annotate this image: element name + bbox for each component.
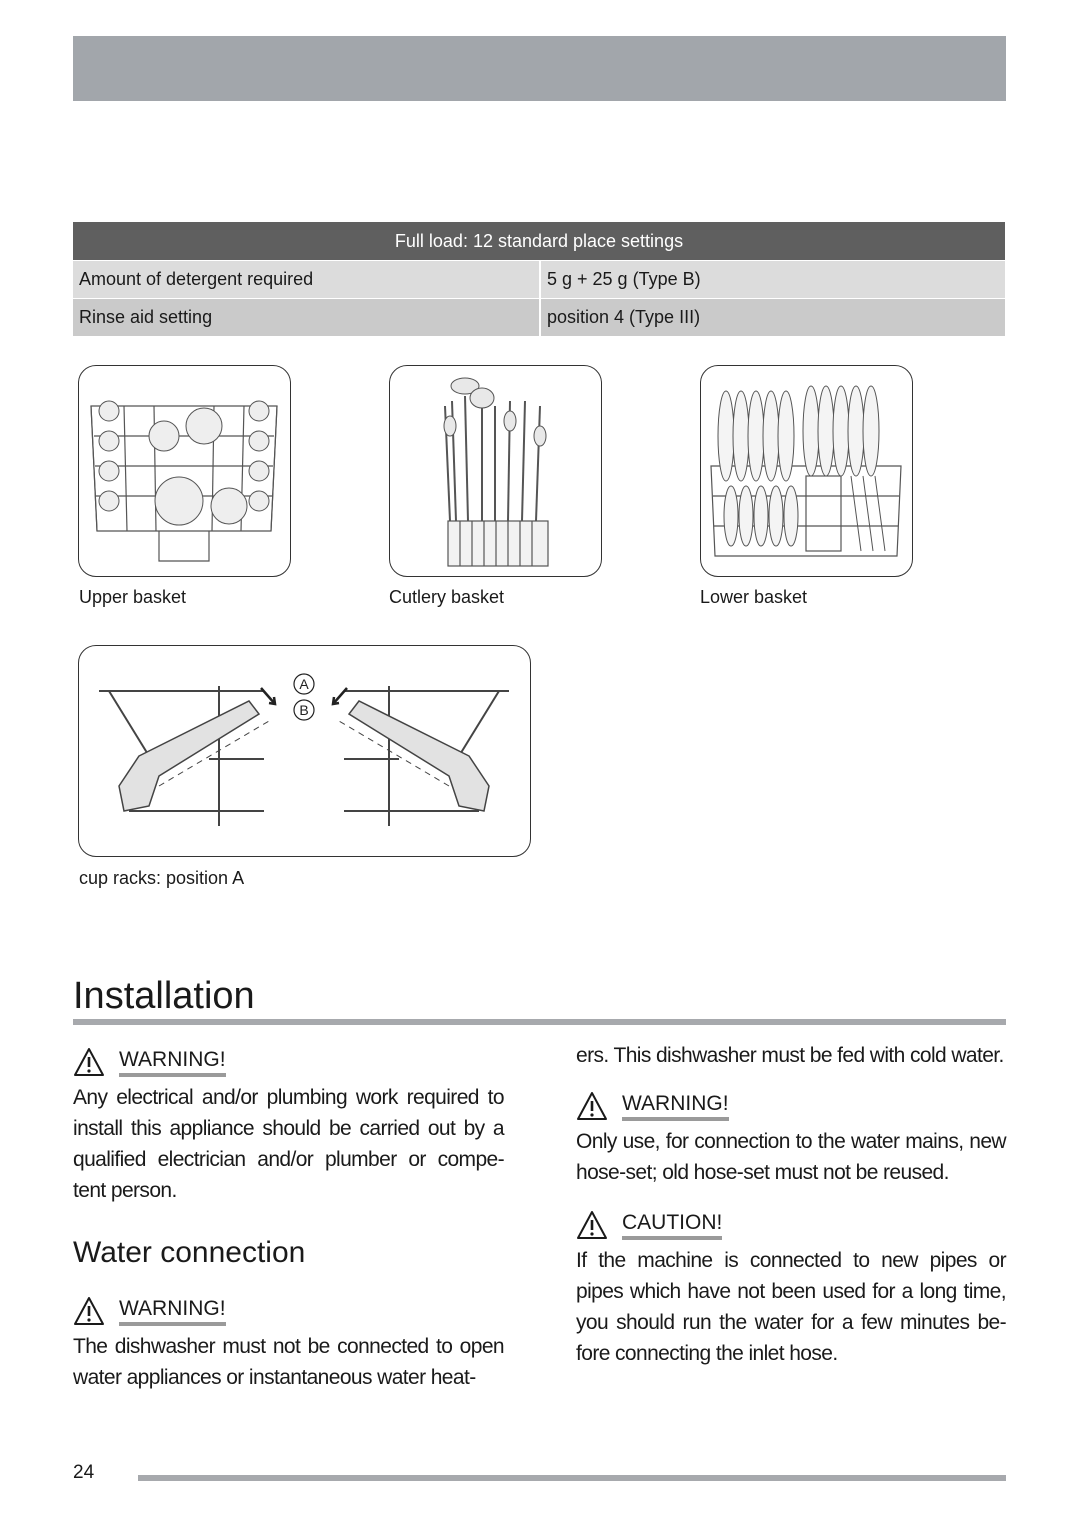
top-header-band [73, 36, 1006, 101]
load-table [73, 222, 1005, 336]
warning-heading [576, 1089, 1006, 1123]
warning-label: WARNING! [119, 1297, 226, 1326]
lower-basket-illustration [700, 365, 913, 577]
warning-triangle-icon [73, 1047, 105, 1077]
water-connection-section [73, 1294, 504, 1393]
installation-heading: Installation [73, 975, 255, 1017]
cup-racks-caption: cup racks: position A [79, 868, 245, 888]
left-column [73, 1045, 504, 1206]
caution-text: If the machine is connected to new pipes or pipes which have not been used for a long time, you should run the water for a few minutes be-fore connecting the inlet hose. [576, 1249, 1006, 1365]
water-connection-heading: Water connection [73, 1236, 306, 1269]
cup-racks-illustration [78, 645, 531, 857]
installation-rule [73, 1019, 1006, 1025]
continued-text: ers. This dishwasher must be fed with cold water. [576, 1044, 1004, 1067]
warning-label: WARNING! [119, 1048, 226, 1077]
page-number: 24 [73, 1462, 95, 1483]
caution-triangle-icon [576, 1210, 608, 1240]
upper-basket-drawing [79, 366, 289, 575]
load-table-header: Full load: 12 standard place settings [73, 222, 1005, 260]
cutlery-basket-caption: Cutlery basket [389, 587, 505, 607]
upper-basket-illustration [78, 365, 291, 577]
table-cell-label: Amount of detergent required [73, 261, 539, 298]
table-row [73, 299, 1005, 336]
table-cell-value: position 4 (Type III) [541, 299, 1005, 336]
warning-heading [73, 1045, 504, 1079]
marker-a-label: A [299, 676, 309, 692]
warning-text: Any electrical and/or plumbing work required to install this appliance should be carried out by a qualified electrician and/or plumber or compe-tent person. [73, 1086, 504, 1202]
marker-b-label: B [299, 702, 309, 718]
warning-text: The dishwasher must not be connected to open water appliances or instantaneous water heat- [73, 1335, 504, 1389]
caution-heading [576, 1208, 1006, 1242]
footer-rule [138, 1475, 1006, 1481]
warning-heading [73, 1294, 504, 1328]
warning-text: Only use, for connection to the water mains, new hose-set; old hose-set must not be reused. [576, 1130, 1006, 1184]
warning-label: WARNING! [622, 1092, 729, 1121]
warning-triangle-icon [73, 1296, 105, 1326]
warning-triangle-icon [576, 1091, 608, 1121]
caution-label: CAUTION! [622, 1211, 722, 1240]
cutlery-basket-illustration [389, 365, 602, 577]
lower-basket-caption: Lower basket [700, 587, 808, 607]
cutlery-basket-drawing [390, 366, 600, 575]
right-column [576, 1040, 1006, 1369]
table-cell-label: Rinse aid setting [73, 299, 539, 336]
cup-racks-drawing [79, 646, 529, 855]
upper-basket-caption: Upper basket [79, 587, 187, 607]
table-cell-value: 5 g + 25 g (Type B) [541, 261, 1005, 298]
table-row [73, 261, 1005, 298]
lower-basket-drawing [701, 366, 911, 575]
